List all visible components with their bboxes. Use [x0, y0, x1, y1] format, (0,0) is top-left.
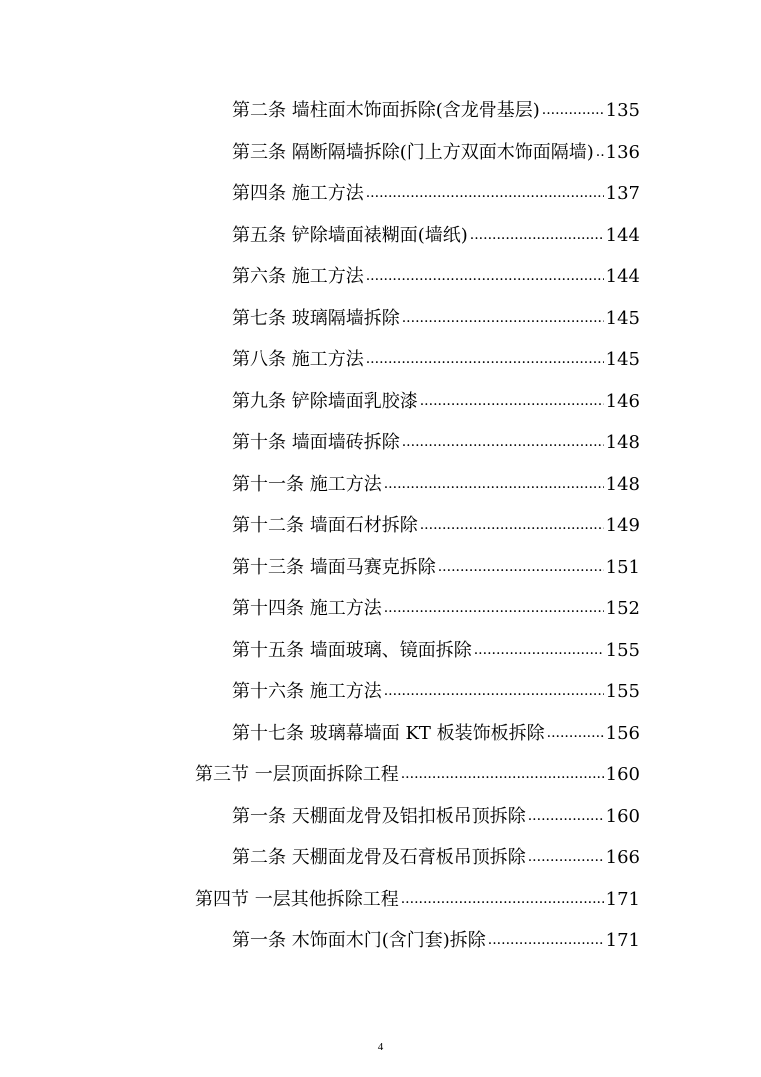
- toc-entry[interactable]: [232, 719, 640, 745]
- toc-leader-dots: [402, 309, 604, 327]
- toc-leader-dots: [420, 516, 604, 534]
- toc-entry-page: 160: [605, 806, 640, 827]
- toc-entry[interactable]: [232, 96, 640, 122]
- toc-entry-page: 135: [605, 100, 640, 121]
- toc-entry[interactable]: [232, 594, 640, 620]
- toc-entry[interactable]: [232, 636, 640, 662]
- toc-entry-title: 第十三条 墙面马赛克拆除: [232, 557, 436, 578]
- toc-leader-dots: [528, 807, 604, 825]
- toc-leader-dots: [470, 226, 604, 244]
- toc-entry[interactable]: [232, 553, 640, 579]
- toc-entry[interactable]: [232, 677, 640, 703]
- toc-entry-title: 第三节 一层顶面拆除工程: [195, 764, 399, 785]
- toc-entry-page: 137: [605, 183, 640, 204]
- toc-leader-dots: [438, 558, 604, 576]
- toc-leader-dots: [384, 599, 604, 617]
- toc-leader-dots: [384, 475, 604, 493]
- toc-entry-title: 第十六条 施工方法: [232, 681, 382, 702]
- toc-entry-title: 第六条 施工方法: [232, 266, 364, 287]
- toc-entry-page: 149: [605, 515, 640, 536]
- toc-entry-title: 第五条 铲除墙面裱糊面(墙纸): [232, 225, 468, 246]
- toc-entry[interactable]: [232, 138, 640, 164]
- toc-entry-title: 第八条 施工方法: [232, 349, 364, 370]
- toc-entry-page: 145: [605, 349, 640, 370]
- toc-entry-title: 第九条 铲除墙面乳胶漆: [232, 391, 418, 412]
- toc-entry-title: 第十一条 施工方法: [232, 474, 382, 495]
- toc-leader-dots: [366, 350, 604, 368]
- toc-entry[interactable]: [232, 802, 640, 828]
- toc-leader-dots: [366, 184, 604, 202]
- toc-entry-title: 第四条 施工方法: [232, 183, 364, 204]
- toc-entry-title: 第七条 玻璃隔墙拆除: [232, 308, 400, 329]
- toc-entry[interactable]: [232, 387, 640, 413]
- toc-leader-dots: [366, 267, 604, 285]
- toc-leader-dots: [542, 101, 604, 119]
- toc-leader-dots: [488, 931, 604, 949]
- toc-entry[interactable]: [232, 470, 640, 496]
- toc-entry[interactable]: [232, 843, 640, 869]
- page-number: 4: [377, 1041, 384, 1053]
- toc-entry[interactable]: [232, 345, 640, 371]
- toc-entry-page: 171: [605, 930, 640, 951]
- toc-entry-page: 144: [605, 225, 640, 246]
- toc-entry-page: 145: [605, 308, 640, 329]
- toc-entry[interactable]: [232, 262, 640, 288]
- toc-entry-title: 第四节 一层其他拆除工程: [195, 889, 399, 910]
- toc-entry-page: 148: [605, 474, 640, 495]
- toc-entry-title: 第十二条 墙面石材拆除: [232, 515, 418, 536]
- toc-entry-title: 第十四条 施工方法: [232, 598, 382, 619]
- toc-leader-dots: [401, 765, 604, 783]
- toc-entry-page: 136: [605, 142, 640, 163]
- toc-entry-page: 160: [605, 764, 640, 785]
- toc-entry-title: 第一条 木饰面木门(含门套)拆除: [232, 930, 486, 951]
- toc-entry-title: 第十七条 玻璃幕墙面 KT 板装饰板拆除: [232, 723, 545, 744]
- toc-entry[interactable]: [232, 511, 640, 537]
- toc-entry[interactable]: [232, 304, 640, 330]
- toc-leader-dots: [547, 724, 604, 742]
- toc-entry-title: 第十五条 墙面玻璃、镜面拆除: [232, 640, 472, 661]
- toc-entry-page: 146: [605, 391, 640, 412]
- toc-entry[interactable]: [232, 179, 640, 205]
- toc-leader-dots: [596, 143, 604, 161]
- toc-entry-title: 第十条 墙面墙砖拆除: [232, 432, 400, 453]
- toc-leader-dots: [528, 848, 604, 866]
- toc-entry-page: 166: [605, 847, 640, 868]
- toc-leader-dots: [402, 433, 604, 451]
- toc-entry-page: 171: [605, 889, 640, 910]
- toc-leader-dots: [401, 890, 604, 908]
- toc-entry-page: 155: [605, 640, 640, 661]
- toc-entry[interactable]: [232, 926, 640, 952]
- toc-leader-dots: [384, 682, 604, 700]
- toc-section-entry[interactable]: [195, 885, 640, 911]
- toc-entry-title: 第二条 天棚面龙骨及石膏板吊顶拆除: [232, 847, 526, 868]
- toc-section-entry[interactable]: [195, 760, 640, 786]
- toc-entry-page: 151: [605, 557, 640, 578]
- toc-entry-title: 第二条 墙柱面木饰面拆除(含龙骨基层): [232, 100, 540, 121]
- toc-entry[interactable]: [232, 428, 640, 454]
- toc-entry-page: 155: [605, 681, 640, 702]
- toc-leader-dots: [474, 641, 604, 659]
- toc-entry-title: 第三条 隔断隔墙拆除(门上方双面木饰面隔墙): [232, 142, 594, 163]
- toc-entry-page: 144: [605, 266, 640, 287]
- toc-leader-dots: [420, 392, 604, 410]
- toc-entry-title: 第一条 天棚面龙骨及铝扣板吊顶拆除: [232, 806, 526, 827]
- toc-entry-page: 152: [605, 598, 640, 619]
- toc-entry-page: 148: [605, 432, 640, 453]
- toc-entry-page: 156: [605, 723, 640, 744]
- toc-entry[interactable]: [232, 221, 640, 247]
